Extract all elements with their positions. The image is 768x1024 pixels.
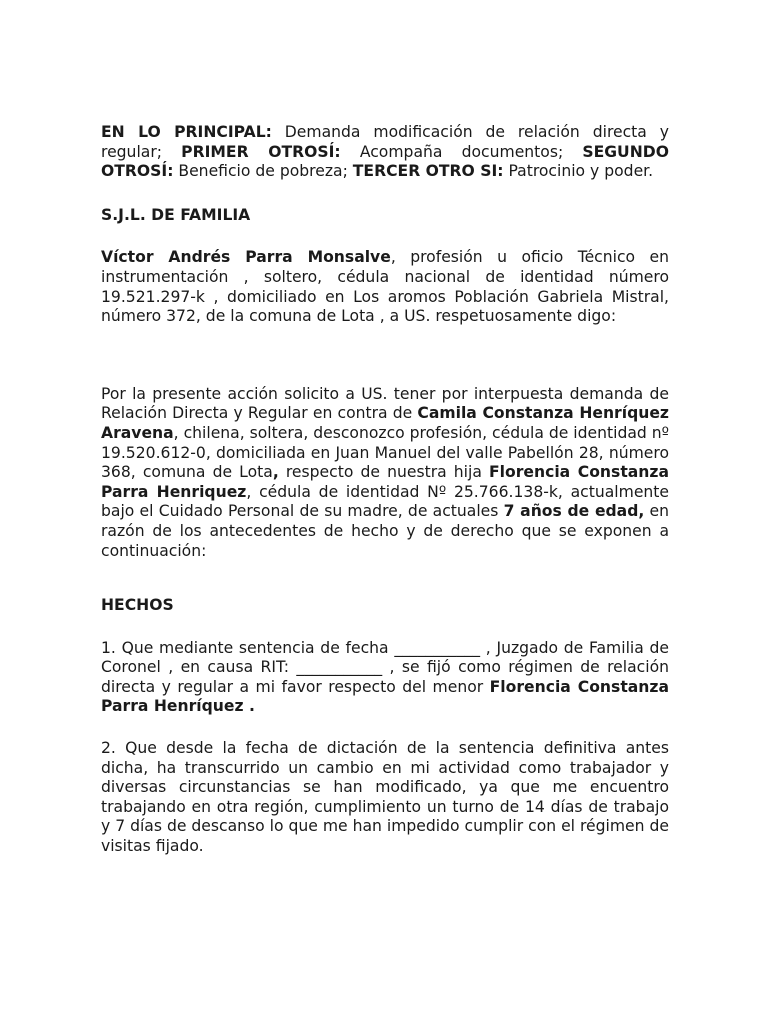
party-paragraph [101,248,669,326]
hecho-2-paragraph: 2. Que desde la fecha de dictación de la sentencia definitiva antes dicha, ha transcurrido un cambio en mi actividad como trabajador y diversas circunstancias se han modificado, ya que me encuentro trabajando en otra región, cumplimiento un turno de 14 días de trabajo y 7 días de descanso lo que me han impedido cumplir con el régimen de visitas fijado. [101,739,669,856]
intro-paragraph [101,123,669,182]
action-text-1: Por la presente acción solicito a US. tener por interpuesta demanda de Relación Directa y Regular en contra de [101,384,669,423]
action-text-2: , chilena, soltera, desconozco profesión, cédula de identidad nº 19.520.612-0, domiciliada en Juan Manuel del valle Pabellón 28, número 368, comuna de Lota [101,423,669,482]
plaintiff-name: Víctor Andrés Parra Monsalve [101,248,391,267]
party-text: , profesión u oficio Técnico en instrumentación , soltero, cédula nacional de identidad número 19.521.297-k , domiciliado en Los aromos Población Gabriela Mistral, número 372, de la comuna de Lota , a US. respetuosamente digo: [101,248,669,326]
document-page [101,123,669,857]
action-text-4: , cédula de identidad Nº 25.766.138-k, actualmente bajo el Cuidado Personal de su madre, de actuales [101,482,670,521]
hecho-1-child-name: Florencia Constanza Parra Henríquez . [101,677,669,716]
hechos-heading: HECHOS [101,596,174,615]
action-comma: , [272,463,279,482]
daughter-age: 7 años de edad, [503,502,645,521]
segundo-otrosi-label: SEGUNDO OTROSÍ: [101,142,669,181]
hecho-1-text: 1. Que mediante sentencia de fecha ___________ , Juzgado de Familia de Coronel , en causa RIT: ___________ , se fijó como régimen de relación directa y regular a mi favor respecto del menor [101,638,669,696]
defendant-name: Camila Constanza Henríquez Aravena [101,404,669,442]
court-heading: S.J.L. DE FAMILIA [101,205,251,224]
primer-otrosi-label: PRIMER OTROSÍ: [181,142,341,161]
action-text-3: respecto de nuestra hija [278,463,489,482]
daughter-name: Florencia Constanza Parra Henriquez [101,463,669,501]
tercer-otrosi-label: TERCER OTRO SI: [352,162,504,181]
principal-label: EN LO PRINCIPAL: [101,123,272,141]
tercer-otrosi-text: Patrocinio y poder. [503,162,654,181]
segundo-otrosi-text: Beneficio de pobreza; [173,162,353,181]
principal-text: Demanda modificación de relación directa y regular; [101,123,669,161]
primer-otrosi-text: Acompaña documentos; [340,142,583,161]
action-paragraph [101,385,669,561]
hecho-1-paragraph [101,639,669,717]
action-text-5: en razón de los antecedentes de hecho y de derecho que se exponen a continuación: [101,502,670,560]
